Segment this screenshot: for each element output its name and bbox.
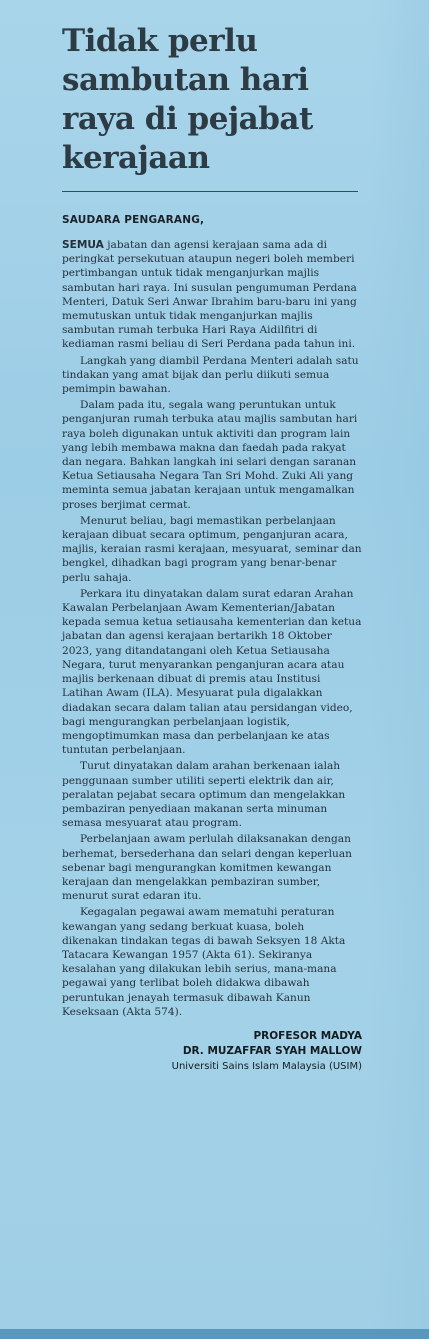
article-paragraph-2: Langkah yang diambil Perdana Menteri adalah satu tindakan yang amat bijak dan perlu diikuti semua pemimpin bawahan. <box>62 354 359 396</box>
author-title: PROFESOR MADYA <box>253 1029 362 1042</box>
article <box>62 22 362 1074</box>
lead-word: SEMUA <box>62 239 104 251</box>
article-paragraph-3: Dalam pada itu, segala wang peruntukan untuk penganjuran rumah terbuka atau majlis sambutan hari raya boleh digunakan untuk aktiviti dan program lain yang lebih membawa makna dan faedah pada rakyat dan negara. Bahkan langkah ini selari dengan saranan Ketua Setiausaha Negara Tan Sri Mohd. Zuki Ali yang meminta semua jabatan kerajaan untuk mengamalkan proses berjimat cermat. <box>62 399 358 511</box>
author-affiliation: Universiti Sains Islam Malaysia (USIM) <box>171 1060 362 1072</box>
adjacent-page-shadow <box>369 0 429 1339</box>
article-paragraph-6: Turut dinyatakan dalam arahan berkenaan ialah penggunaan sumber utiliti seperti elektrik dan air, peralatan pejabat secara optimum dan mengelakkan pembaziran penyediaan makanan serta minuman semasa mesyuarat atau program. <box>62 760 346 830</box>
headline-divider <box>62 191 358 192</box>
signature-block <box>62 1029 362 1074</box>
article-paragraph-5: Perkara itu dinyatakan dalam surat edaran Arahan Kawalan Perbelanjaan Awam Kementerian/Jabatan kepada semua ketua setiausaha kementerian dan ketua jabatan dan agensi kerajaan bertarikh 18 Oktober 2023, yang ditandatangani oleh Ketua Setiausaha Negara, turut menyarankan penganjuran acara atau majlis berkenaan dibuat di premis atau Institusi Latihan Awam (ILA). Mesyuarat pula digalakkan diadakan secara dalam talian atau persidangan video, bagi mengurangkan perbelanjaan logistik, mengoptimumkan masa dan perbelanjaan ke atas tuntutan perbelanjaan. <box>62 587 362 757</box>
article-paragraph-4: Menurut beliau, bagi memastikan perbelanjaan kerajaan dibuat secara optimum, penganjuran acara, majlis, keraian rasmi kerajaan, mesyuarat, seminar dan bengkel, dihadkan bagi program yang benar-benar perlu sahaja. <box>62 514 362 584</box>
article-paragraph-7: Perbelanjaan awam perlulah dilaksanakan dengan berhemat, bersederhana dan selari dengan keperluan sebenar bagi mengurangkan komitmen kewangan kerajaan dan mengelakkan pembaziran sumber, menurut surat edaran itu. <box>62 833 352 903</box>
article-headline: Tidak perlu sambutan hari raya di pejabat kerajaan <box>62 23 313 176</box>
author-name: DR. MUZAFFAR SYAH MALLOW <box>182 1044 362 1057</box>
paragraph-text: jabatan dan agensi kerajaan sama ada di peringkat persekutuan ataupun negeri boleh memberi pertimbangan untuk tidak menganjurkan majlis sambutan hari raya. Ini susulan pengumuman Perdana Menteri, Datuk Seri Anwar Ibrahim baru-baru ini yang memutuskan untuk tidak menganjurkan majlis sambutan rumah terbuka Hari Raya Aidilfitri di kediaman rasmi beliau di Seri Perdana pada tahun ini. <box>62 239 357 351</box>
article-paragraph-8: Kegagalan pegawai awam mematuhi peraturan kewangan yang sedang berkuat kuasa, boleh dikenakan tindakan tegas di bawah Seksyen 18 Akta Tatacara Kewangan 1957 (Akta 61). Sekiranya kesalahan yang dilakukan lebih serius, mana-mana pegawai yang terlibat boleh didakwa dibawah peruntukan jenayah termasuk dibawah Kanun Keseksaan (Akta 574). <box>62 906 346 1018</box>
salutation: SAUDARA PENGARANG, <box>62 214 205 226</box>
page-bottom-border <box>0 1329 429 1339</box>
article-paragraph-1 <box>62 238 362 352</box>
